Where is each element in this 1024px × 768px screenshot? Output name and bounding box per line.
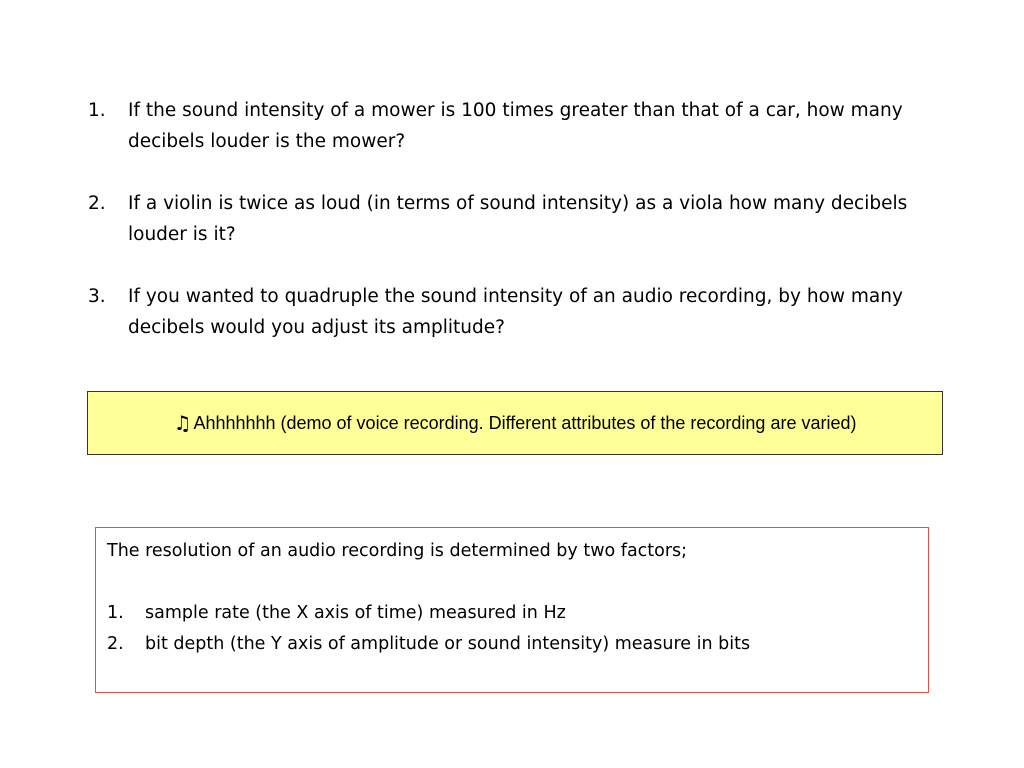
question-number: 3. [88,286,106,307]
list-item [107,629,918,660]
question-item [88,281,928,343]
list-item [107,598,918,629]
factor-number: 2. [107,634,124,654]
resolution-intro: The resolution of an audio recording is determined by two factors; [107,541,688,561]
demo-recording-label: Ahhhhhhh (demo of voice recording. Different attributes of the recording are varied) [193,412,857,433]
resolution-factor-list [107,598,918,660]
factor-text: sample rate (the X axis of time) measured in Hz [145,603,566,623]
resolution-info-box [95,527,929,693]
music-note-icon[interactable]: ♫ [173,411,192,435]
question-text: If the sound intensity of a mower is 100 times greater than that of a car, how many decibels louder is the mower? [128,100,903,152]
factor-number: 1. [107,603,124,623]
question-number: 2. [88,193,106,214]
demo-recording-box[interactable] [87,391,943,455]
question-item [88,95,928,157]
question-text: If a violin is twice as loud (in terms of sound intensity) as a viola how many decibels louder is it? [128,193,908,245]
question-number: 1. [88,100,106,121]
question-text: If you wanted to quadruple the sound intensity of an audio recording, by how many decibels would you adjust its amplitude? [128,286,903,338]
question-item [88,188,928,250]
question-list [88,95,928,374]
factor-text: bit depth (the Y axis of amplitude or sound intensity) measure in bits [145,634,751,654]
